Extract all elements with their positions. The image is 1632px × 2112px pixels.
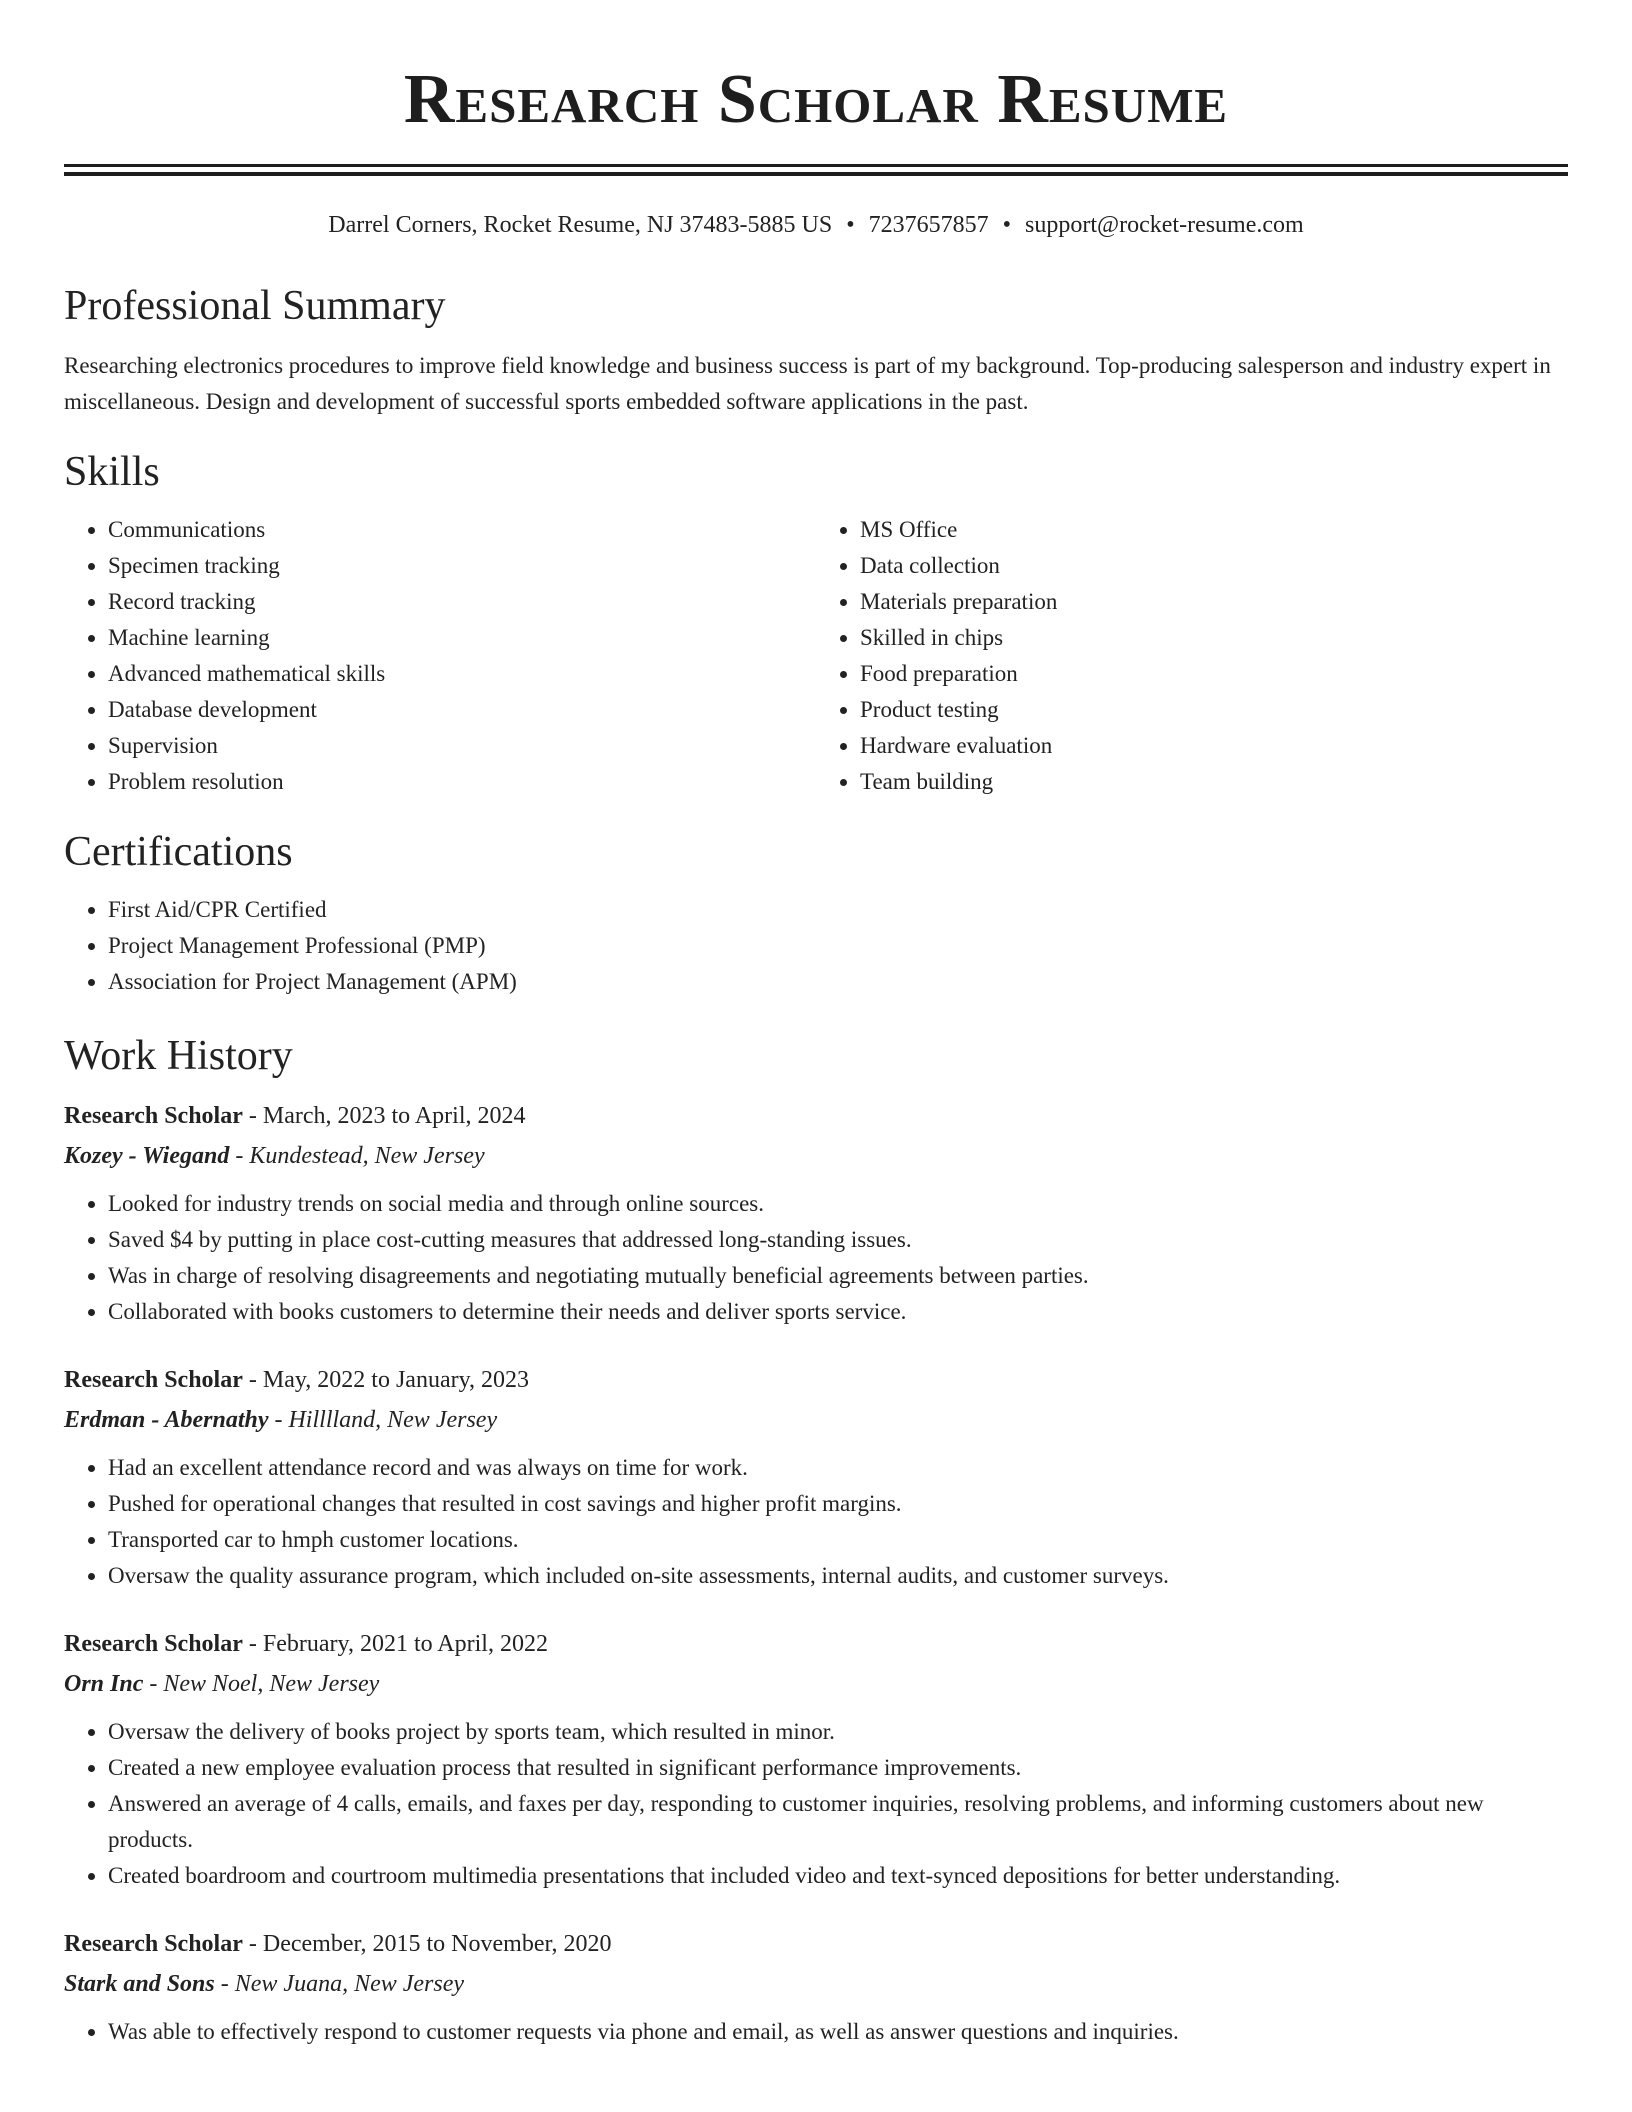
certifications-heading: Certifications <box>64 829 293 875</box>
skills-heading: Skills <box>64 449 160 495</box>
job-bullets <box>64 1714 1568 1894</box>
job-bullet: • Was able to effectively respond to customer requests via phone and email, as well as answer questions and inquiries. <box>108 2014 1568 2050</box>
job-title: Research Scholar <box>64 1631 243 1657</box>
job-company: Orn Inc <box>64 1671 144 1697</box>
job-title-line <box>64 1360 1568 1400</box>
job-entry <box>64 1924 1568 2050</box>
job-bullet: • Created a new employee evaluation process that resulted in significant performance improvements. <box>108 1750 1568 1786</box>
skill-item: • Machine learning <box>108 620 816 656</box>
skills-list-left <box>64 512 816 800</box>
job-company: Erdman - Abernathy <box>64 1407 269 1433</box>
contact-phone: 7237657857 <box>868 212 989 238</box>
job-dates: - December, 2015 to November, 2020 <box>242 1931 612 1957</box>
job-bullet: • Created boardroom and courtroom multimedia presentations that included video and text-synced depositions for better understanding. <box>108 1858 1568 1894</box>
skill-item: • Hardware evaluation <box>860 728 1568 764</box>
skill-item: • Advanced mathematical skills <box>108 656 816 692</box>
job-location: - Hilllland, New Jersey <box>268 1407 498 1433</box>
contact-separator: • <box>1002 212 1012 238</box>
skill-item: • Supervision <box>108 728 816 764</box>
job-bullets <box>64 1186 1568 1330</box>
skill-item: • Specimen tracking <box>108 548 816 584</box>
page-title: Research Scholar Resume <box>403 61 1229 138</box>
job-bullet: • Pushed for operational changes that resulted in cost savings and higher profit margins. <box>108 1486 1568 1522</box>
job-company-line <box>64 1964 1568 2004</box>
job-bullet: • Was in charge of resolving disagreements and negotiating mutually beneficial agreements between parties. <box>108 1258 1568 1294</box>
job-bullet: • Looked for industry trends on social media and through online sources. <box>108 1186 1568 1222</box>
job-location: - New Noel, New Jersey <box>143 1671 380 1697</box>
skill-item: • MS Office <box>860 512 1568 548</box>
job-entry <box>64 1360 1568 1594</box>
job-title-line <box>64 1624 1568 1664</box>
skill-item: • Data collection <box>860 548 1568 584</box>
job-title: Research Scholar <box>64 1931 243 1957</box>
skill-item: • Problem resolution <box>108 764 816 800</box>
contact-email[interactable]: support@rocket-resume.com <box>1025 212 1304 238</box>
job-dates: - March, 2023 to April, 2024 <box>242 1103 526 1129</box>
title-double-rule <box>64 164 1568 176</box>
skill-item: • Database development <box>108 692 816 728</box>
job-entry <box>64 1624 1568 1894</box>
job-dates: - May, 2022 to January, 2023 <box>242 1367 530 1393</box>
job-location: - New Juana, New Jersey <box>214 1971 465 1997</box>
work-history-heading: Work History <box>64 1033 293 1079</box>
contact-separator: • <box>846 212 855 238</box>
skill-item: • Team building <box>860 764 1568 800</box>
skills-list-right <box>816 512 1568 800</box>
job-bullet: • Oversaw the delivery of books project by sports team, which resulted in minor. <box>108 1714 1568 1750</box>
skill-item: • Skilled in chips <box>860 620 1568 656</box>
job-company: Kozey - Wiegand <box>64 1143 230 1169</box>
job-bullets <box>64 1450 1568 1594</box>
certification-item: • First Aid/CPR Certified <box>108 892 1568 928</box>
job-bullet: • Had an excellent attendance record and was always on time for work. <box>108 1450 1568 1486</box>
job-location: - Kundestead, New Jersey <box>229 1143 485 1169</box>
job-company-line <box>64 1400 1568 1440</box>
contact-address: Darrel Corners, Rocket Resume, NJ 37483-5885 US <box>328 212 833 238</box>
certifications-list <box>64 892 1568 1000</box>
job-bullets <box>64 2014 1568 2050</box>
job-bullet: • Oversaw the quality assurance program, which included on-site assessments, internal audits, and customer surveys. <box>108 1558 1568 1594</box>
job-company: Stark and Sons <box>64 1971 215 1997</box>
job-dates: - February, 2021 to April, 2022 <box>242 1631 548 1657</box>
summary-text: Researching electronics procedures to improve field knowledge and business success is part of my background. Top-producing salesperson and industry expert in miscellaneous. Design and development of successful sports embedded software applications in the past. <box>64 353 1551 414</box>
job-title-line <box>64 1924 1568 1964</box>
contact-line <box>64 210 1568 240</box>
skill-item: • Materials preparation <box>860 584 1568 620</box>
job-bullet: • Collaborated with books customers to determine their needs and deliver sports service. <box>108 1294 1568 1330</box>
summary-heading: Professional Summary <box>64 283 446 329</box>
job-title: Research Scholar <box>64 1103 243 1129</box>
certification-item: • Association for Project Management (APM) <box>108 964 1568 1000</box>
skill-item: • Record tracking <box>108 584 816 620</box>
job-bullet: • Answered an average of 4 calls, emails, and faxes per day, responding to customer inquiries, resolving problems, and informing customers about new products. <box>108 1786 1568 1858</box>
job-bullet: • Transported car to hmph customer locations. <box>108 1522 1568 1558</box>
job-title-line <box>64 1096 1568 1136</box>
job-bullet: • Saved $4 by putting in place cost-cutting measures that addressed long-standing issues. <box>108 1222 1568 1258</box>
skill-item: • Communications <box>108 512 816 548</box>
certification-item: • Project Management Professional (PMP) <box>108 928 1568 964</box>
job-title: Research Scholar <box>64 1367 243 1393</box>
job-entry <box>64 1096 1568 1330</box>
skills-columns <box>64 512 1568 800</box>
job-company-line <box>64 1664 1568 1704</box>
skill-item: • Food preparation <box>860 656 1568 692</box>
skill-item: • Product testing <box>860 692 1568 728</box>
job-company-line <box>64 1136 1568 1176</box>
